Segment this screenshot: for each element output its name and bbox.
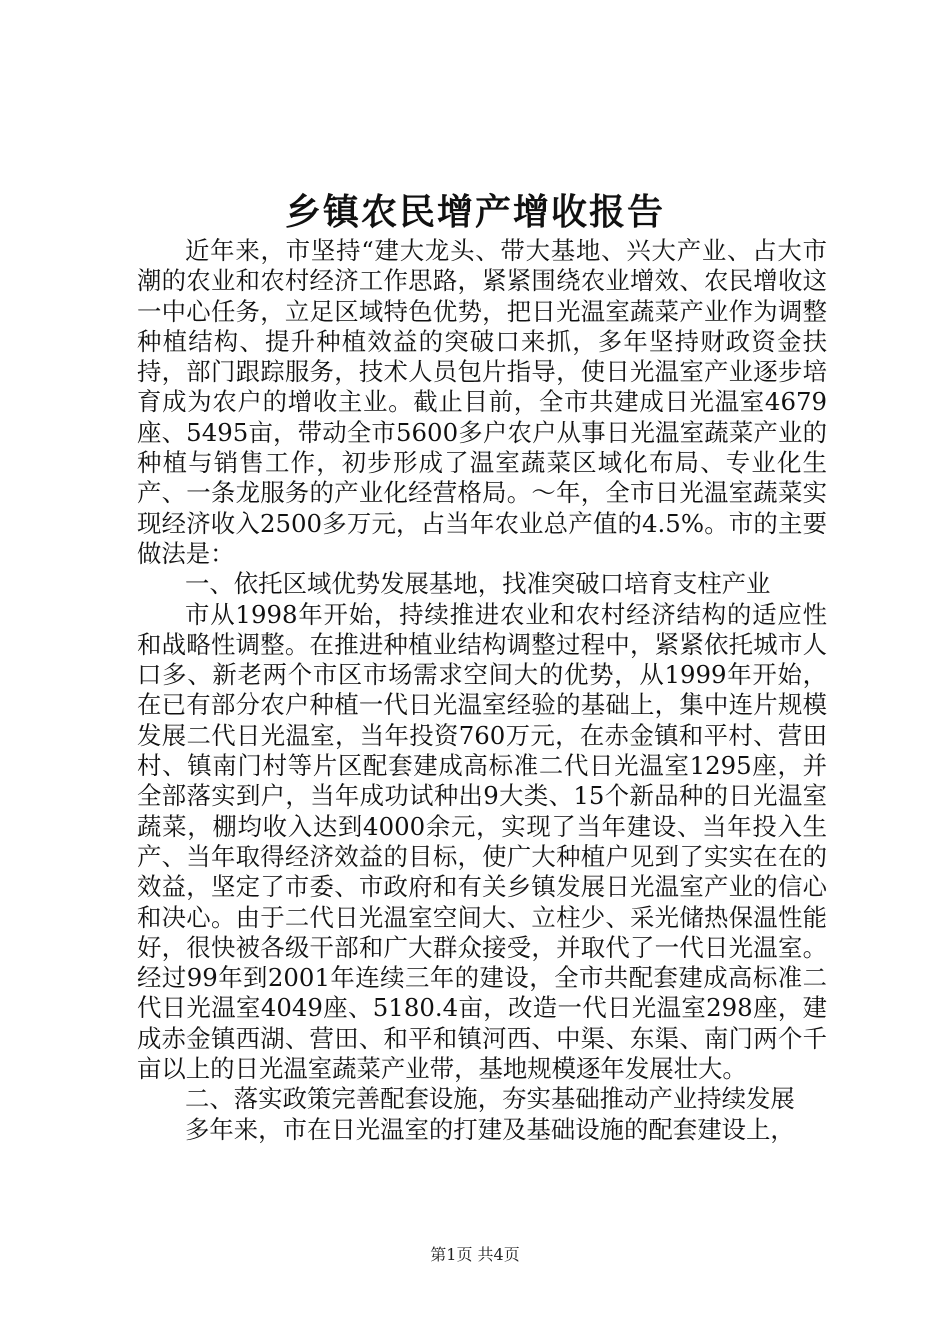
document-body [137,236,827,1145]
section-heading-1: 一、依托区域优势发展基地，找准突破口培育支柱产业 [185,569,771,599]
document-title: 乡镇农民增产增收报告 [284,191,665,233]
paragraph-intro: 近年来，市坚持“建大龙头、带大基地、兴大产业、占大市潮的农业和农村经济工作思路，紧紧围绕农业增效、农民增收这一中心任务，立足区域特色优势，把日光温室蔬菜产业作为调整种植结构、提升种植效益的突破口来抓，多年坚持财政资金扶持，部门跟踪服务，技术人员包片指导，使日光温室产业逐步培育成为农户的增收主业。截止目前，全市共建成日光温室4679座、5495亩，带动全市5600多户农户从事日光温室蔬菜产业的种植与销售工作，初步形成了温室蔬菜区域化布局、专业化生产、一条龙服务的产业化经营格局。～年，全市日光温室蔬菜实现经济收入2500多万元，占当年农业总产值的4.5%。市的主要做法是： [137,236,827,568]
paragraph-section-2: 多年来，市在日光温室的打建及基础设施的配套建设上， [185,1114,795,1144]
page-footer: 第1页 共4页 [430,1245,520,1264]
section-heading-2: 二、落实政策完善配套设施，夯实基础推动产业持续发展 [185,1084,795,1114]
paragraph-section-1: 市从1998年开始，持续推进农业和农村经济结构的适应性和战略性调整。在推进种植业结构调整过程中，紧紧依托城市人口多、新老两个市区市场需求空间大的优势，从1999年开始，在已有部分农户种植一代日光温室经验的基础上，集中连片规模发展二代日光温室，当年投资760万元，在赤金镇和平村、营田村、镇南门村等片区配套建成高标准二代日光温室1295座，并全部落实到户，当年成功试种出9大类、15个新品种的日光温室蔬菜，棚均收入达到4000余元，实现了当年建设、当年投入生产、当年取得经济效益的目标，使广大种植户见到了实实在在的效益，坚定了市委、市政府和有关乡镇发展日光温室产业的信心和决心。由于二代日光温室空间大、立柱少、采光储热保温性能好，很快被各级干部和广大群众接受，并取代了一代日光温室。经过99年到2001年连续三年的建设，全市共配套建成高标准二代日光温室4049座、5180.4亩，改造一代日光温室298座，建成赤金镇西湖、营田、和平和镇河西、中渠、东渠、南门两个千亩以上的日光温室蔬菜产业带，基地规模逐年发展壮大。 [137,599,827,1084]
